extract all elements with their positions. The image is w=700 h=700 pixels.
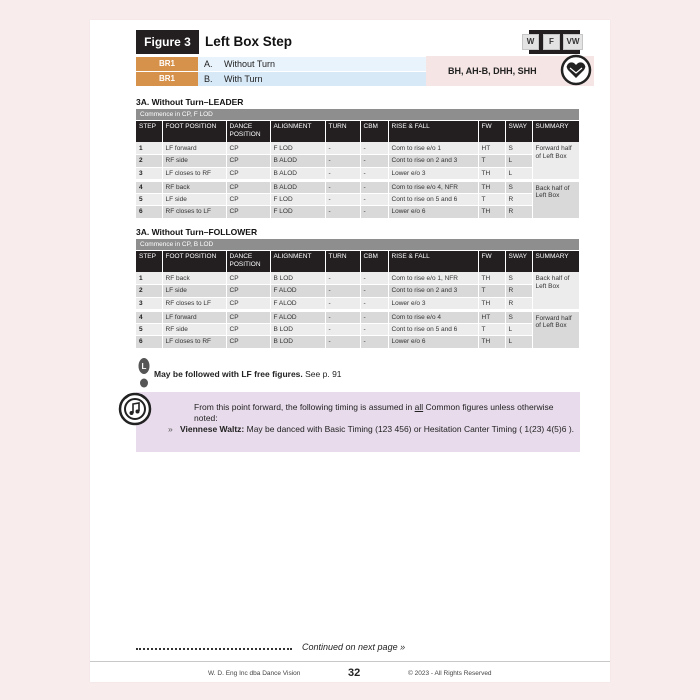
cell-dance: CP: [226, 336, 270, 349]
cell-cbm: -: [360, 206, 388, 219]
variation-letter: B.: [204, 74, 213, 84]
cell-step: 1: [136, 272, 162, 285]
cell-align: F LOD: [270, 193, 325, 206]
figure-title: Left Box Step: [199, 30, 529, 54]
variation-row[interactable]: [136, 72, 426, 86]
cell-dance: CP: [226, 193, 270, 206]
cell-fw: T: [478, 285, 505, 298]
cell-fw: T: [478, 155, 505, 168]
cell-dance: CP: [226, 180, 270, 193]
cell-summary: Forward half of Left Box: [532, 310, 579, 348]
bullet-glyph: »: [168, 424, 173, 434]
cell-rise: Cont to rise on 2 and 3: [388, 285, 478, 298]
followed-by-bold: May be followed with LF free figures.: [154, 369, 303, 379]
col-header: FOOT POSITION: [162, 121, 226, 142]
variation-code: BR1: [136, 57, 198, 71]
cell-align: F ALOD: [270, 297, 325, 310]
cell-foot: LF closes to RF: [162, 167, 226, 180]
cell-align: F LOD: [270, 142, 325, 155]
cell-step: 5: [136, 323, 162, 336]
cell-sway: S: [505, 180, 532, 193]
timing-dance: Viennese Waltz:: [180, 424, 245, 434]
footprint-icon: [137, 357, 151, 389]
dance-badge-w: W: [522, 34, 539, 50]
page-number: 32: [348, 667, 361, 679]
variation-code: BR1: [136, 72, 198, 86]
cell-align: B ALOD: [270, 180, 325, 193]
col-header: ALIGNMENT: [270, 251, 325, 272]
cell-cbm: -: [360, 193, 388, 206]
table-header-row: [136, 251, 579, 272]
cell-sway: S: [505, 272, 532, 285]
clock-music-icon: [118, 392, 152, 426]
cell-sway: L: [505, 167, 532, 180]
cell-fw: HT: [478, 142, 505, 155]
cell-sway: S: [505, 142, 532, 155]
cell-fw: TH: [478, 206, 505, 219]
col-header: STEP: [136, 251, 162, 272]
cell-summary: Forward half of Left Box: [532, 142, 579, 180]
cell-rise: Lower e/o 3: [388, 167, 478, 180]
cell-fw: TH: [478, 167, 505, 180]
footer-copyright: © 2023 - All Rights Reserved: [408, 670, 492, 677]
cell-align: F ALOD: [270, 285, 325, 298]
cell-rise: Lower e/o 6: [388, 206, 478, 219]
col-header: SUMMARY: [532, 251, 579, 272]
cell-sway: R: [505, 193, 532, 206]
cell-cbm: -: [360, 180, 388, 193]
cell-fw: TH: [478, 297, 505, 310]
document-page: [90, 20, 610, 682]
cell-cbm: -: [360, 285, 388, 298]
cell-summary: Back half of Left Box: [532, 272, 579, 310]
cell-sway: R: [505, 297, 532, 310]
col-header: FOOT POSITION: [162, 251, 226, 272]
cell-dance: CP: [226, 285, 270, 298]
col-header: STEP: [136, 121, 162, 142]
cell-turn: -: [325, 155, 360, 168]
cell-rise: Lower e/o 6: [388, 336, 478, 349]
cell-step: 1: [136, 142, 162, 155]
cell-cbm: -: [360, 167, 388, 180]
holds-label: BH, AH-B, DHH, SHH: [426, 56, 594, 86]
table-row: [136, 336, 579, 349]
cell-dance: CP: [226, 142, 270, 155]
col-header: SWAY: [505, 121, 532, 142]
dance-badge-f: F: [543, 34, 560, 50]
cell-fw: TH: [478, 336, 505, 349]
cell-align: F LOD: [270, 206, 325, 219]
col-header: RISE & FALL: [388, 251, 478, 272]
cell-cbm: -: [360, 336, 388, 349]
cell-step: 2: [136, 155, 162, 168]
footer-company: W. D. Eng Inc dba Dance Vision: [208, 670, 301, 677]
svg-text:L: L: [141, 362, 147, 371]
table-header-row: [136, 121, 579, 142]
cell-dance: CP: [226, 272, 270, 285]
cell-sway: L: [505, 155, 532, 168]
cell-foot: LF side: [162, 193, 226, 206]
cell-align: F ALOD: [270, 310, 325, 323]
cell-dance: CP: [226, 206, 270, 219]
cell-step: 6: [136, 336, 162, 349]
cell-step: 2: [136, 285, 162, 298]
col-header: TURN: [325, 251, 360, 272]
followed-by-note: [154, 369, 342, 379]
col-header: CBM: [360, 121, 388, 142]
timing-intro: From this point forward, the following timing is assumed in all Common figures unless otherwise noted:: [194, 402, 554, 423]
table-row: [136, 142, 579, 155]
cell-rise: Cont to rise on 2 and 3: [388, 155, 478, 168]
cell-cbm: -: [360, 155, 388, 168]
cell-rise: Lower e/o 3: [388, 297, 478, 310]
cell-align: B LOD: [270, 323, 325, 336]
cell-foot: LF forward: [162, 310, 226, 323]
col-header: SWAY: [505, 251, 532, 272]
cell-rise: Cont to rise on 5 and 6: [388, 193, 478, 206]
cell-dance: CP: [226, 155, 270, 168]
cell-foot: LF side: [162, 285, 226, 298]
cell-turn: -: [325, 323, 360, 336]
col-header: CBM: [360, 251, 388, 272]
cell-rise: Com to rise e/o 1: [388, 142, 478, 155]
cell-step: 3: [136, 167, 162, 180]
cell-rise: Com to rise e/o 1, NFR: [388, 272, 478, 285]
cell-align: B ALOD: [270, 167, 325, 180]
continued-link[interactable]: Continued on next page »: [302, 642, 406, 652]
leader-steps-table: [136, 121, 580, 219]
cell-foot: RF side: [162, 323, 226, 336]
cell-foot: LF forward: [162, 142, 226, 155]
cell-dance: CP: [226, 310, 270, 323]
timing-text: May be danced with Basic Timing (123 456) or Hesitation Canter Timing ( 1(23) 4(5)6 ).: [244, 424, 575, 434]
cell-turn: -: [325, 272, 360, 285]
col-header: FW: [478, 251, 505, 272]
cell-dance: CP: [226, 297, 270, 310]
cell-cbm: -: [360, 323, 388, 336]
variation-letter: A.: [204, 59, 213, 69]
page-reference[interactable]: See p. 91: [302, 369, 342, 379]
variation-row[interactable]: [136, 57, 426, 71]
cell-step: 5: [136, 193, 162, 206]
cell-rise: Com to rise e/o 4, NFR: [388, 180, 478, 193]
cell-cbm: -: [360, 297, 388, 310]
table-row: [136, 272, 579, 285]
table-row: [136, 310, 579, 323]
cell-sway: R: [505, 206, 532, 219]
cell-turn: -: [325, 310, 360, 323]
cell-sway: L: [505, 336, 532, 349]
cell-rise: Cont to rise on 5 and 6: [388, 323, 478, 336]
cell-step: 3: [136, 297, 162, 310]
cell-foot: RF closes to LF: [162, 206, 226, 219]
col-header: FW: [478, 121, 505, 142]
cell-turn: -: [325, 336, 360, 349]
cell-cbm: -: [360, 310, 388, 323]
cell-dance: CP: [226, 167, 270, 180]
leader-dots: [136, 648, 292, 650]
cell-fw: HT: [478, 310, 505, 323]
cell-foot: RF back: [162, 272, 226, 285]
footer-divider: [90, 661, 610, 662]
cell-fw: T: [478, 193, 505, 206]
cell-sway: R: [505, 285, 532, 298]
col-header: DANCE POSITION: [226, 251, 270, 272]
figure-number: Figure 3: [136, 30, 199, 54]
table-row: [136, 297, 579, 310]
col-header: RISE & FALL: [388, 121, 478, 142]
cell-cbm: -: [360, 272, 388, 285]
follower-steps-table: [136, 251, 580, 349]
cell-sway: L: [505, 323, 532, 336]
dance-badge-vw: VW: [563, 34, 583, 50]
cell-turn: -: [325, 167, 360, 180]
section-title-leader: 3A. Without Turn–LEADER: [136, 97, 244, 107]
cell-sway: S: [505, 310, 532, 323]
cell-step: 4: [136, 180, 162, 193]
cell-rise: Com to rise e/o 4: [388, 310, 478, 323]
heart-hands-icon: [559, 54, 593, 86]
cell-turn: -: [325, 297, 360, 310]
cell-foot: RF side: [162, 155, 226, 168]
cell-cbm: -: [360, 142, 388, 155]
col-header: DANCE POSITION: [226, 121, 270, 142]
cell-foot: RF closes to LF: [162, 297, 226, 310]
cell-foot: LF closes to RF: [162, 336, 226, 349]
table-row: [136, 285, 579, 298]
cell-dance: CP: [226, 323, 270, 336]
variation-name: With Turn: [224, 74, 263, 84]
table-row: [136, 155, 579, 168]
col-header: ALIGNMENT: [270, 121, 325, 142]
table-row: [136, 206, 579, 219]
cell-fw: TH: [478, 272, 505, 285]
cell-step: 4: [136, 310, 162, 323]
cell-turn: -: [325, 285, 360, 298]
cell-turn: -: [325, 142, 360, 155]
cell-turn: -: [325, 206, 360, 219]
section-title-follower: 3A. Without Turn–FOLLOWER: [136, 227, 258, 237]
col-header: TURN: [325, 121, 360, 142]
table-row: [136, 167, 579, 180]
cell-align: B ALOD: [270, 155, 325, 168]
cell-fw: T: [478, 323, 505, 336]
cell-fw: TH: [478, 180, 505, 193]
table-row: [136, 180, 579, 193]
commence-bar: Commence in CP, F LOD: [136, 109, 579, 120]
variation-name: Without Turn: [224, 59, 276, 69]
cell-turn: -: [325, 193, 360, 206]
commence-bar: Commence in CP, B LOD: [136, 239, 579, 250]
cell-turn: -: [325, 180, 360, 193]
cell-align: B LOD: [270, 336, 325, 349]
cell-summary: Back half of Left Box: [532, 180, 579, 218]
cell-step: 6: [136, 206, 162, 219]
table-row: [136, 193, 579, 206]
table-row: [136, 323, 579, 336]
col-header: SUMMARY: [532, 121, 579, 142]
cell-foot: RF back: [162, 180, 226, 193]
timing-bullet: [168, 424, 576, 435]
cell-align: B LOD: [270, 272, 325, 285]
